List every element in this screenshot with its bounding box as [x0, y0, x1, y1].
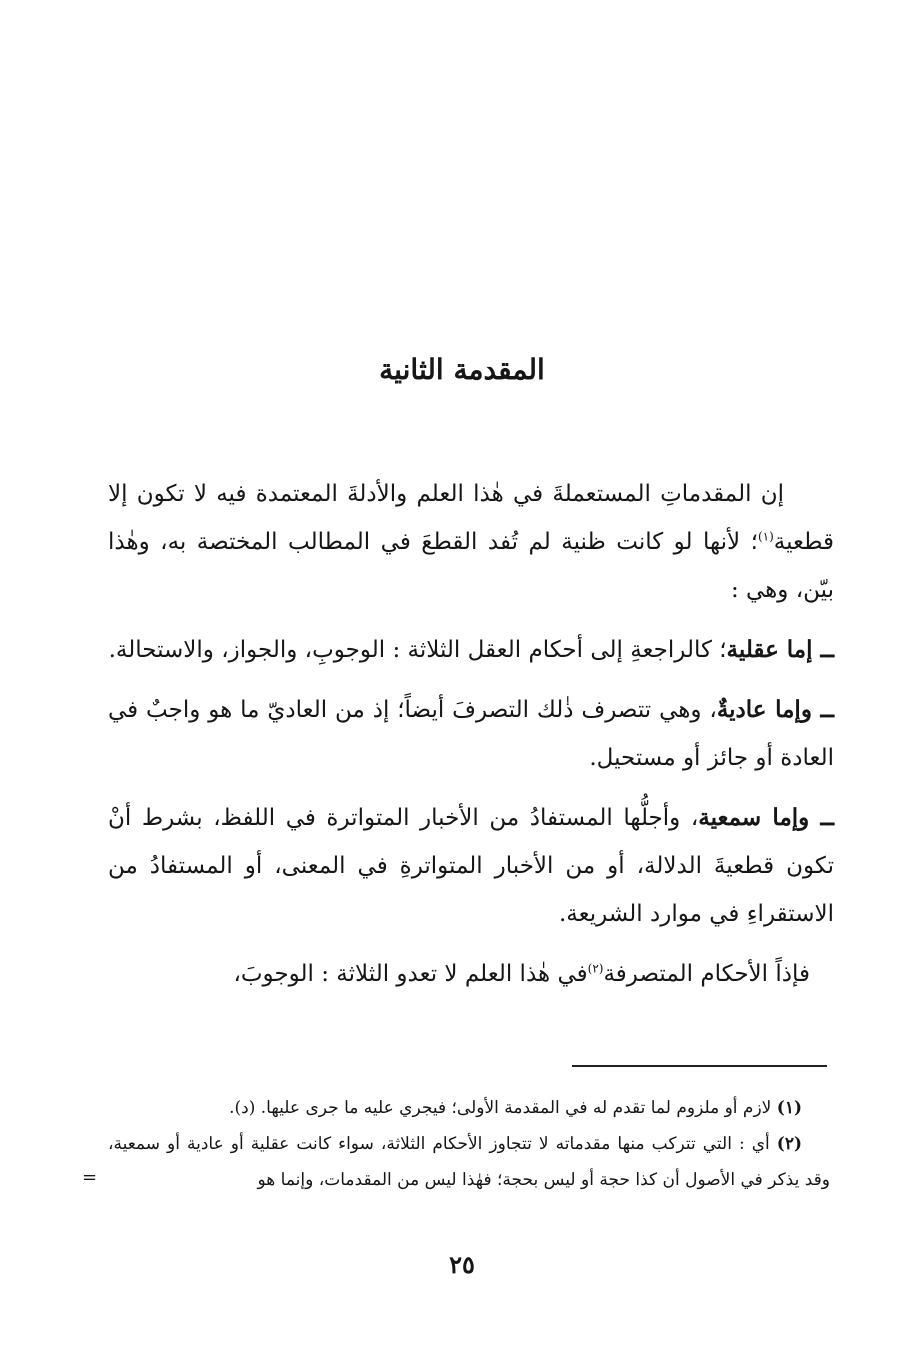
continuation-mark: =: [82, 1167, 98, 1188]
footnote-1: [108, 1090, 830, 1126]
aqliya-rest: ؛ كالراجعةِ إلى أحكام العقل الثلاثة : الوجوبِ، والجواز، والاستحالة.: [108, 637, 727, 663]
footnote-2-number: (٢): [776, 1134, 802, 1154]
paragraph-samiya: [108, 794, 834, 938]
final-text-b: في هٰذا العلم لا تعدو الثلاثة : الوجوبَ،: [233, 961, 588, 987]
adiya-lead: ــ وإما عاديةٌ: [716, 696, 834, 723]
main-text: [108, 470, 834, 1010]
page-number: ٢٥: [449, 1250, 475, 1279]
aqliya-lead: ــ إما عقلية: [726, 636, 834, 663]
footnote-ref-1[interactable]: (١): [757, 529, 774, 544]
paragraph-intro: [108, 470, 834, 614]
footnote-ref-2[interactable]: (٢): [587, 961, 604, 976]
footnote-2: [108, 1126, 830, 1198]
paragraph-final: [108, 950, 834, 998]
paragraph-adiya: [108, 686, 834, 782]
footnote-2-text: أي : التي تتركب منها مقدماته لا تتجاوز الأحكام الثلاثة، سواء كانت عقلية أو عادية أو سمعية، وقد يذكر في الأصول أن كذا حجة أو ليس بحجة؛ فهٰذا ليس من المقدمات، وإنما هو: [108, 1134, 830, 1190]
section-title: المقدمة الثانية: [379, 353, 545, 386]
adiya-rest: ، وهي تتصرف ذٰلك التصرفَ أيضاً؛ إذ من العاديّ ما هو واجبٌ في العادة أو جائز أو مستحيل.: [108, 697, 834, 771]
footnote-separator: [572, 1065, 827, 1067]
footnotes: [82, 1090, 830, 1198]
paragraph-aqliya: [108, 626, 834, 674]
samiya-rest: ، وأجلُّها المستفادُ من الأخبار المتواترة في اللفظ، بشرط أنْ تكون قطعيةَ الدلالة، أو من الأخبار المتواترةِ في المعنى، أو المستفادُ من الاستقراءِ في موارد الشريعة.: [108, 805, 834, 927]
final-text-a: فإذاً الأحكام المتصرفة: [603, 961, 810, 987]
footnote-2-wrapper: [82, 1126, 830, 1198]
footnote-1-number: (١): [776, 1098, 802, 1118]
footnote-1-text: لازم أو ملزوم لما تقدم له في المقدمة الأولى؛ فيجري عليه ما جرى عليها. (د).: [229, 1098, 772, 1118]
intro-text-b: ؛ لأنها لو كانت ظنية لم تُفد القطعَ في المطالب المختصة به، وهٰذا بيّن، وهي :: [108, 529, 834, 603]
intro-text-a: إن المقدماتِ المستعملةَ في هٰذا العلم والأدلةَ المعتمدة فيه لا تكون إلا قطعية: [108, 481, 834, 555]
samiya-lead: ــ وإما سمعية: [698, 804, 834, 831]
